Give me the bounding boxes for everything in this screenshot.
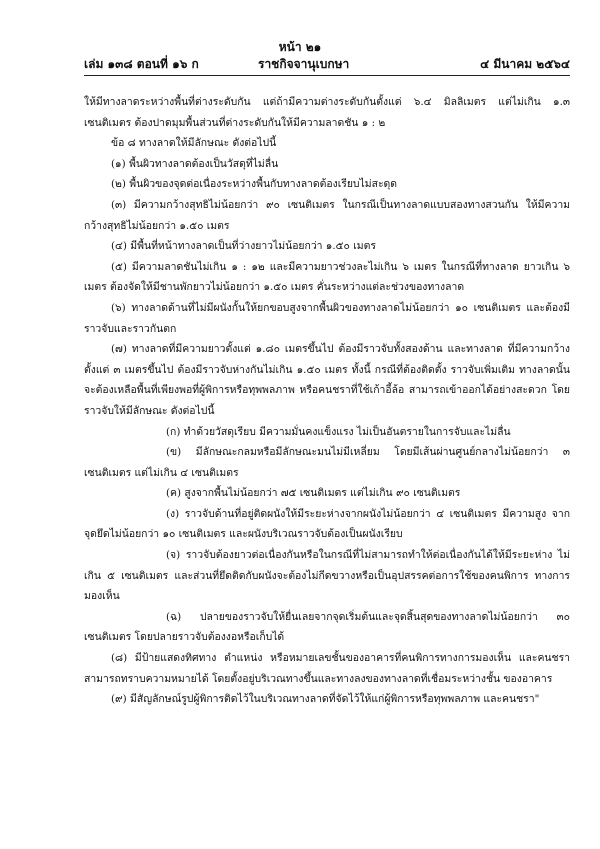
sub-item: (ข) มีลักษณะกลมหรือมีลักษณะมนไม่มีเหลี่ยม โดยมีเส้นผ่านศูนย์กลางไม่น้อยกว่า ๓ เซนติเมตร แต่ไม่เกิน ๔ เซนติเมตร: [84, 446, 570, 479]
sub-item: (ค) สูงจากพื้นไม่น้อยกว่า ๗๕ เซนติเมตร แต่ไม่เกิน ๙๐ เซนติเมตร: [166, 487, 461, 500]
clause-item: (๕) มีความลาดชันไม่เกิน ๑ : ๑๒ และมีความยาวช่วงละไม่เกิน ๖ เมตร ในกรณีที่ทางลาด ยาวเกิน ๖ เมตร ต้องจัดให้มีชานพักยาวไม่น้อยกว่า ๑.๕๐ เมตร คั่นระหว่างแต่ละช่วงของทางลาด: [84, 260, 570, 294]
clause-item: (๒) พื้นผิวของจุดต่อเนื่องระหว่างพื้นกับทางลาดต้องเรียบไม่สะดุด: [111, 178, 398, 191]
paragraph: ให้มีทางลาดระหว่างพื้นที่ต่างระดับกัน แต่ถ้ามีความต่างระดับกันตั้งแต่ ๖.๔ มิลลิเมตร แต่ไม่เกิน ๑.๓ เซนติเมตร ต้องปาดมุมพื้นส่วนที่ต่างระดับกันให้มีความลาดชัน ๑ : ๒: [84, 96, 570, 129]
clause-item: (๔) มีพื้นที่หน้าทางลาดเป็นที่ว่างยาวไม่น้อยกว่า ๑.๕๐ เมตร: [111, 240, 376, 253]
page-number: หน้า ๒๑: [278, 40, 322, 54]
document-body: [84, 92, 570, 710]
clause-item: (๗) ทางลาดที่มีความยาวตั้งแต่ ๑.๘๐ เมตรขึ้นไป ต้องมีราวจับทั้งสองด้าน และทางลาด ที่มีความกว้างตั้งแต่ ๓ เมตรขึ้นไป ต้องมีราวจับห่างกันไม่เกิน ๑.๕๐ เมตร ทั้งนี้ กรณีที่ต้องติดตั้ง ราวจับเพิ่มเติม ทางลาดนั้นจะต้องเหลือพื้นที่เพียงพอที่ผู้พิการหรือทุพพลภาพ หรือคนชราที่ใช้เก้าอี้ล้อ สามารถเข้าออกได้อย่างสะดวก โดยราวจับให้มีลักษณะ ดังต่อไปนี้: [84, 343, 570, 417]
header-rule: [84, 75, 570, 76]
sub-item: (ก) ทำด้วยวัสดุเรียบ มีความมั่นคงแข็งแรง ไม่เป็นอันตรายในการจับและไม่ลื่น: [166, 425, 511, 438]
sub-item: (ฉ) ปลายของราวจับให้ยื่นเลยจากจุดเริ่มต้นและจุดสิ้นสุดของทางลาดไม่น้อยกว่า ๓๐ เซนติเมตร โดยปลายราวจับต้องงอหรือเก็บได้: [84, 610, 570, 644]
sub-item: (ง) ราวจับด้านที่อยู่ติดผนังให้มีระยะห่างจากผนังไม่น้อยกว่า ๔ เซนติเมตร มีความสูง จากจุดยึดไม่น้อยกว่า ๑๐ เซนติเมตร และผนังบริเวณราวจับต้องเป็นผนังเรียบ: [84, 507, 570, 541]
publication-date: ๔ มีนาคม ๒๕๖๔: [480, 57, 570, 71]
clause-item: (๖) ทางลาดด้านที่ไม่มีผนังกั้นให้ยกขอบสูงจากพื้นผิวของทางลาดไม่น้อยกว่า ๑๐ เซนติเมตร และต้องมีราวจับและราวกันตก: [84, 301, 570, 335]
publication-name: ราชกิจจานุเบกษา: [258, 57, 350, 71]
volume-issue: เล่ม ๑๓๘ ตอนที่ ๑๖ ก: [84, 57, 199, 71]
clause-item: (๑) พื้นผิวทางลาดต้องเป็นวัสดุที่ไม่ลื่น: [111, 157, 279, 170]
clause-item: (๘) มีป้ายแสดงทิศทาง ตำแหน่ง หรือหมายเลขชั้นของอาคารที่คนพิการทางการมองเห็น และคนชราสามารถทราบความหมายได้ โดยตั้งอยู่บริเวณทางขึ้นและทางลงของทางลาดที่เชื่อมระหว่างชั้น ของอาคาร: [84, 652, 570, 685]
clause-item: (๙) มีสัญลักษณ์รูปผู้พิการติดไว้ในบริเวณทางลาดที่จัดไว้ให้แก่ผู้พิการหรือทุพพลภาพ และคนชรา": [111, 693, 540, 706]
sub-item: (จ) ราวจับต้องยาวต่อเนื่องกันหรือในกรณีที่ไม่สามารถทำให้ต่อเนื่องกันได้ให้มีระยะห่าง ไม่เกิน ๕ เซนติเมตร และส่วนที่ยึดติดกับผนังจะต้องไม่กีดขวางหรือเป็นอุปสรรคต่อการใช้ของคนพิการ ทางการมองเห็น: [84, 549, 570, 603]
clause-8-heading: ข้อ ๘ ทางลาดให้มีลักษณะ ดังต่อไปนี้: [111, 137, 277, 150]
page-header: [84, 55, 570, 71]
clause-item: (๓) มีความกว้างสุทธิไม่น้อยกว่า ๙๐ เซนติเมตร ในกรณีเป็นทางลาดแบบสองทางสวนกัน ให้มีความกว้างสุทธิไม่น้อยกว่า ๑.๕๐ เมตร: [84, 198, 570, 232]
